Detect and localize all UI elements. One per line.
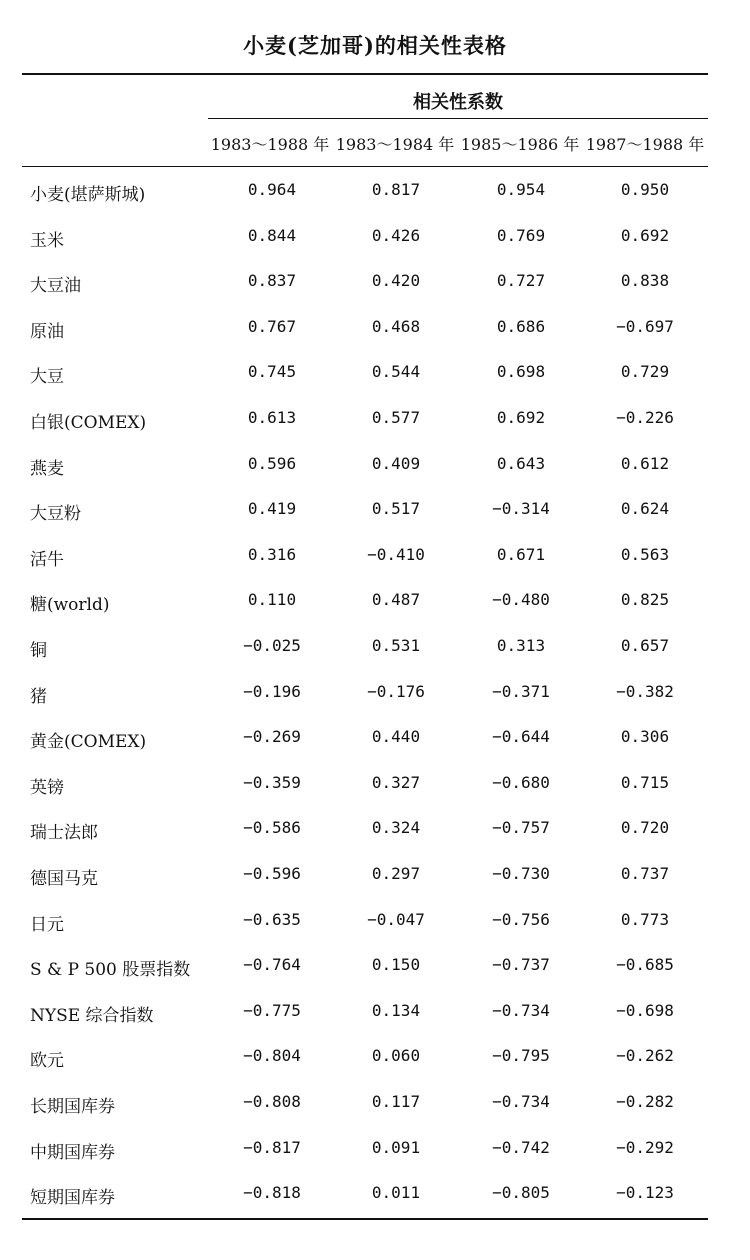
row-label: 猪 (30, 687, 47, 707)
column-header-1983-1988: 1983～1988 年 (210, 135, 330, 154)
correlation-value: −0.176 (367, 682, 425, 701)
correlation-value: 0.531 (371, 636, 421, 655)
correlation-value: 0.715 (620, 773, 670, 792)
correlation-value: 0.729 (620, 362, 670, 381)
row-label: 小麦(堪萨斯城) (30, 185, 146, 205)
correlation-value: −0.371 (492, 682, 550, 701)
row-label: 欧元 (30, 1051, 64, 1071)
correlation-value: −0.756 (492, 910, 550, 929)
table-row (0, 1183, 750, 1213)
correlation-value: 0.769 (496, 226, 546, 245)
table-row (0, 773, 750, 803)
correlation-value: 0.686 (496, 317, 546, 336)
table-row (0, 545, 750, 575)
correlation-value: 0.698 (496, 362, 546, 381)
row-label: 黄金(COMEX) (30, 732, 147, 752)
correlation-value: 0.487 (371, 590, 421, 609)
correlation-value: 0.692 (620, 226, 670, 245)
correlation-value: 0.134 (371, 1001, 421, 1020)
correlation-value: −0.226 (616, 408, 674, 427)
correlation-value: 0.964 (247, 180, 297, 199)
correlation-value: −0.764 (243, 955, 301, 974)
correlation-value: 0.117 (371, 1092, 421, 1111)
correlation-value: −0.817 (243, 1138, 301, 1157)
correlation-value: −0.262 (616, 1046, 674, 1065)
correlation-value: −0.382 (616, 682, 674, 701)
correlation-value: −0.123 (616, 1183, 674, 1202)
correlation-value: −0.795 (492, 1046, 550, 1065)
table-row (0, 454, 750, 484)
row-label: 白银(COMEX) (30, 413, 147, 433)
table-row (0, 408, 750, 438)
correlation-value: 0.838 (620, 271, 670, 290)
correlation-value: 0.419 (247, 499, 297, 518)
correlation-value: 0.596 (247, 454, 297, 473)
correlation-value: −0.804 (243, 1046, 301, 1065)
correlation-value: −0.737 (492, 955, 550, 974)
correlation-value: 0.612 (620, 454, 670, 473)
row-label: 中期国库券 (30, 1143, 115, 1163)
correlation-value: 0.426 (371, 226, 421, 245)
correlation-value: 0.657 (620, 636, 670, 655)
row-label: 日元 (30, 915, 64, 935)
correlation-value: −0.314 (492, 499, 550, 518)
table-row (0, 362, 750, 392)
table-row (0, 1138, 750, 1168)
correlation-value: 0.316 (247, 545, 297, 564)
row-label: S & P 500 股票指数 (30, 960, 191, 980)
table-row (0, 910, 750, 940)
correlation-value: −0.480 (492, 590, 550, 609)
correlation-value: −0.734 (492, 1001, 550, 1020)
correlation-value: 0.773 (620, 910, 670, 929)
correlation-value: 0.671 (496, 545, 546, 564)
correlation-value: 0.306 (620, 727, 670, 746)
row-label: 英镑 (30, 778, 64, 798)
table-row (0, 226, 750, 256)
correlation-value: 0.643 (496, 454, 546, 473)
correlation-value: 0.313 (496, 636, 546, 655)
correlation-value: −0.775 (243, 1001, 301, 1020)
correlation-value: 0.950 (620, 180, 670, 199)
header-rule (22, 166, 708, 167)
correlation-value: 0.409 (371, 454, 421, 473)
table-row (0, 1092, 750, 1122)
correlation-value: 0.767 (247, 317, 297, 336)
table-row (0, 271, 750, 301)
row-label: 德国马克 (30, 869, 98, 889)
correlation-value: 0.297 (371, 864, 421, 883)
correlation-value: 0.692 (496, 408, 546, 427)
correlation-value: 0.737 (620, 864, 670, 883)
correlation-value: 0.837 (247, 271, 297, 290)
correlation-value: −0.644 (492, 727, 550, 746)
bottom-rule (22, 1218, 708, 1220)
table-row (0, 1046, 750, 1076)
group-rule (208, 118, 708, 119)
row-label: 大豆粉 (30, 504, 81, 524)
correlation-value: 0.817 (371, 180, 421, 199)
table-row (0, 1001, 750, 1031)
correlation-value: −0.805 (492, 1183, 550, 1202)
correlation-value: 0.060 (371, 1046, 421, 1065)
correlation-value: −0.359 (243, 773, 301, 792)
table-row (0, 682, 750, 712)
correlation-value: −0.818 (243, 1183, 301, 1202)
row-label: NYSE 综合指数 (30, 1006, 154, 1026)
table-row (0, 590, 750, 620)
correlation-value: 0.327 (371, 773, 421, 792)
table-row (0, 955, 750, 985)
correlation-value: 0.468 (371, 317, 421, 336)
correlation-value: −0.685 (616, 955, 674, 974)
correlation-value: −0.292 (616, 1138, 674, 1157)
correlation-value: −0.730 (492, 864, 550, 883)
correlation-value: −0.742 (492, 1138, 550, 1157)
correlation-value: 0.954 (496, 180, 546, 199)
row-label: 短期国库券 (30, 1188, 115, 1208)
correlation-value: −0.282 (616, 1092, 674, 1111)
table-row (0, 727, 750, 757)
correlation-value: −0.196 (243, 682, 301, 701)
top-rule (22, 73, 708, 75)
table-row (0, 317, 750, 347)
correlation-value: 0.825 (620, 590, 670, 609)
row-label: 燕麦 (30, 459, 64, 479)
row-label: 铜 (30, 641, 47, 661)
correlation-value: 0.563 (620, 545, 670, 564)
correlation-value: 0.440 (371, 727, 421, 746)
table-row (0, 499, 750, 529)
correlation-value: −0.047 (367, 910, 425, 929)
row-label: 活牛 (30, 550, 64, 570)
correlation-value: 0.844 (247, 226, 297, 245)
group-header: 相关性系数 (413, 92, 503, 113)
correlation-value: 0.517 (371, 499, 421, 518)
correlation-value: 0.110 (247, 590, 297, 609)
correlation-value: −0.410 (367, 545, 425, 564)
table-row (0, 636, 750, 666)
correlation-value: 0.727 (496, 271, 546, 290)
correlation-value: 0.624 (620, 499, 670, 518)
column-header-1985-1986: 1985～1986 年 (460, 135, 580, 154)
correlation-value: 0.544 (371, 362, 421, 381)
row-label: 瑞士法郎 (30, 823, 98, 843)
row-label: 玉米 (30, 231, 64, 251)
correlation-value: 0.011 (371, 1183, 421, 1202)
correlation-value: 0.745 (247, 362, 297, 381)
correlation-value: −0.680 (492, 773, 550, 792)
column-header-1987-1988: 1987～1988 年 (585, 135, 705, 154)
table-row (0, 864, 750, 894)
correlation-value: −0.586 (243, 818, 301, 837)
correlation-value: −0.635 (243, 910, 301, 929)
correlation-value: −0.697 (616, 317, 674, 336)
correlation-value: −0.698 (616, 1001, 674, 1020)
row-label: 原油 (30, 322, 64, 342)
correlation-value: 0.324 (371, 818, 421, 837)
correlation-value: 0.577 (371, 408, 421, 427)
row-label: 长期国库券 (30, 1097, 115, 1117)
column-header-1983-1984: 1983～1984 年 (335, 135, 455, 154)
table-title: 小麦(芝加哥)的相关性表格 (243, 33, 507, 58)
correlation-value: 0.150 (371, 955, 421, 974)
correlation-value: 0.613 (247, 408, 297, 427)
correlation-value: −0.734 (492, 1092, 550, 1111)
correlation-value: −0.808 (243, 1092, 301, 1111)
row-label: 大豆油 (30, 276, 81, 296)
correlation-value: 0.091 (371, 1138, 421, 1157)
correlation-value: −0.596 (243, 864, 301, 883)
table-row (0, 818, 750, 848)
row-label: 糖(world) (30, 595, 110, 615)
correlation-value: −0.757 (492, 818, 550, 837)
row-label: 大豆 (30, 367, 64, 387)
correlation-value: −0.025 (243, 636, 301, 655)
correlation-value: −0.269 (243, 727, 301, 746)
table-row (0, 180, 750, 210)
correlation-value: 0.420 (371, 271, 421, 290)
correlation-value: 0.720 (620, 818, 670, 837)
